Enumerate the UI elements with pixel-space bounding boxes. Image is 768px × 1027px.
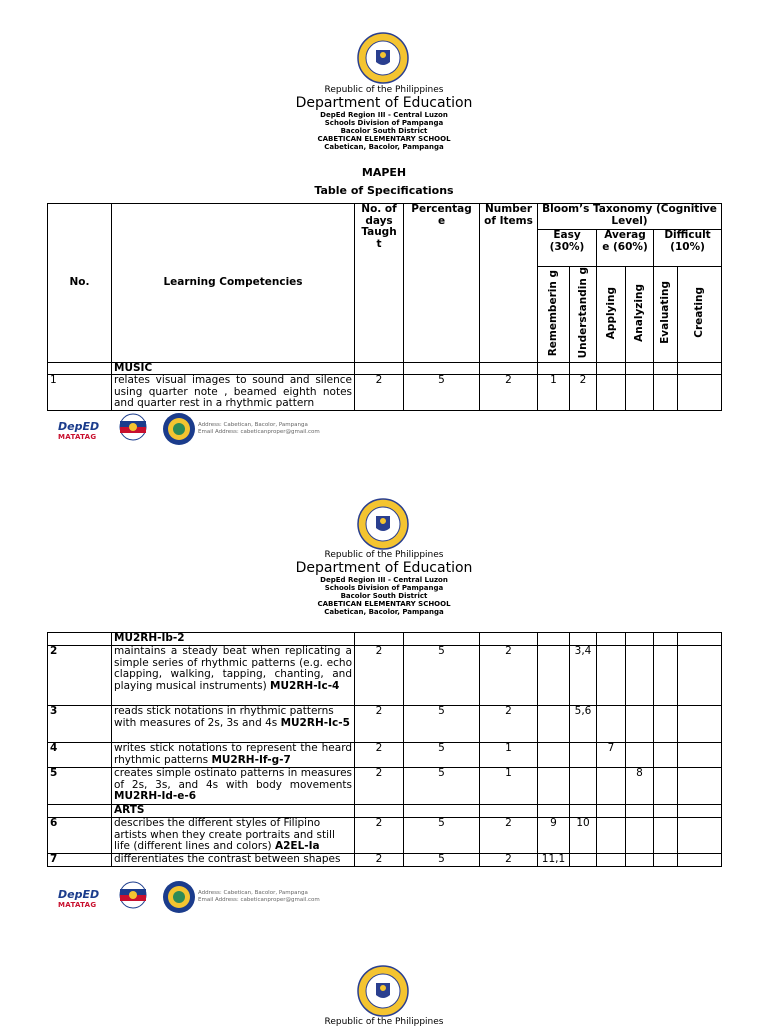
email-text: Email Address: cabeticanproper@gmail.com	[198, 429, 320, 435]
header-understanding: Understandin g	[576, 267, 589, 359]
matatag-text: MATATAG	[58, 433, 97, 441]
row-items: 1	[480, 743, 538, 768]
row-analyzing: 8	[626, 768, 654, 805]
code-row: MU2RH-Ib-2	[112, 633, 355, 646]
table-row	[48, 768, 722, 805]
page-footer	[58, 880, 358, 920]
row-days: 2	[355, 743, 404, 768]
row-remembering	[538, 743, 570, 768]
row-no: 2	[48, 646, 112, 706]
competency-text: maintains a steady beat when replicating a simple series of rhythmic patterns (e.g. echo clapping, walking, tapping, chanting, and playing musical instruments)	[114, 645, 352, 692]
row-no: 6	[48, 818, 112, 854]
table-row	[48, 375, 722, 411]
row-percentage: 5	[404, 818, 480, 854]
row-remembering: 1	[538, 375, 570, 411]
header-creating: Creating	[693, 287, 706, 339]
header-no: No.	[48, 204, 112, 363]
republic-text: Republic of the Philippines	[324, 1017, 444, 1027]
header-difficult: Difficult (10%)	[654, 230, 722, 267]
row-days: 2	[355, 818, 404, 854]
row-items: 2	[480, 375, 538, 411]
location-text: Cabetican, Bacolor, Pampanga	[324, 143, 444, 151]
row-understanding	[570, 768, 597, 805]
header-days: No. of days Taugh t	[355, 204, 404, 363]
address-text: Address: Cabetican, Bacolor, Pampanga	[198, 422, 308, 428]
school-seal-icon	[162, 412, 196, 446]
header-analyzing: Analyzing	[633, 283, 645, 342]
table-row	[48, 706, 722, 743]
row-percentage: 5	[404, 768, 480, 805]
row-analyzing	[626, 743, 654, 768]
letterhead	[0, 1017, 768, 1027]
republic-text: Republic of the Philippines	[324, 550, 444, 560]
row-remembering: 9	[538, 818, 570, 854]
school-seal-icon	[162, 880, 196, 914]
row-understanding: 3,4	[570, 646, 597, 706]
subject-title: MAPEH	[361, 166, 407, 179]
row-competency: relates visual images to sound and silence using quarter note , beamed eighth notes and quarter rest in a rhythmic pattern	[112, 375, 355, 411]
division-text: Schools Division of Pampanga	[324, 584, 444, 592]
deped-logo-text: DepED	[58, 888, 100, 901]
department-text: Department of Education	[295, 560, 473, 576]
row-percentage: 5	[404, 646, 480, 706]
district-text: Bacolor South District	[340, 592, 428, 600]
row-understanding	[570, 854, 597, 867]
row-percentage: 5	[404, 706, 480, 743]
row-competency	[112, 818, 355, 854]
table-row	[48, 646, 722, 706]
row-competency	[112, 706, 355, 743]
competency-text: creates simple ostinato patterns in measures of 2s, 3s, and 4s with body movements	[114, 767, 352, 791]
doc-title: Table of Specifications	[314, 184, 454, 197]
header-applying: Applying	[604, 286, 617, 339]
deped-seal-icon	[357, 32, 409, 84]
school-text: CABETICAN ELEMENTARY SCHOOL	[317, 135, 451, 143]
republic-text: Republic of the Philippines	[324, 85, 444, 95]
district-text: Bacolor South District	[340, 127, 428, 135]
row-understanding	[570, 743, 597, 768]
location-text: Cabetican, Bacolor, Pampanga	[324, 608, 444, 616]
division-text: Schools Division of Pampanga	[324, 119, 444, 127]
row-no: 4	[48, 743, 112, 768]
row-applying: 7	[597, 743, 626, 768]
matatag-text: MATATAG	[58, 901, 97, 909]
competency-text: writes stick notations to represent the heard rhythmic patterns	[114, 742, 352, 766]
row-remembering	[538, 646, 570, 706]
header-easy: Easy (30%)	[538, 230, 597, 267]
table-row	[48, 854, 722, 867]
row-no: 5	[48, 768, 112, 805]
region-text: DepEd Region III - Central Luzon	[320, 111, 448, 119]
row-analyzing	[626, 646, 654, 706]
row-understanding: 10	[570, 818, 597, 854]
deped-seal-icon	[357, 498, 409, 550]
row-no: 7	[48, 854, 112, 867]
row-remembering: 11,1	[538, 854, 570, 867]
row-items: 2	[480, 854, 538, 867]
row-percentage: 5	[404, 854, 480, 867]
letterhead	[0, 550, 768, 616]
competency-code: MU2RH-Id-e-6	[114, 790, 197, 802]
row-days: 2	[355, 646, 404, 706]
row-competency	[112, 646, 355, 706]
row-no: 1	[48, 375, 112, 411]
competency-code: A2EL-Ia	[274, 840, 320, 852]
competency-text: describes the different styles of Filipino artists when they create portraits and still life (different lines and colors)	[114, 817, 335, 852]
row-items: 2	[480, 818, 538, 854]
competency-text: differentiates the contrast between shapes	[114, 853, 341, 865]
row-remembering	[538, 768, 570, 805]
row-days: 2	[355, 375, 404, 411]
competency-code: MU2RH-Ic-5	[280, 716, 350, 729]
section-arts: ARTS	[112, 805, 355, 818]
row-applying	[597, 768, 626, 805]
row-understanding: 2	[570, 375, 597, 411]
deped-logo-text: DepED	[58, 420, 100, 433]
competency-text: reads stick notations in rhythmic patterns with measures of 2s, 3s and 4s	[114, 705, 334, 729]
row-percentage: 5	[404, 375, 480, 411]
header-blooms: Bloom’s Taxonomy (Cognitive Level)	[538, 204, 722, 230]
row-days: 2	[355, 854, 404, 867]
header-average: Averag e (60%)	[597, 230, 654, 267]
row-understanding: 5,6	[570, 706, 597, 743]
row-competency	[112, 768, 355, 805]
footer-address	[198, 422, 320, 436]
footer-address	[198, 890, 320, 904]
row-applying	[597, 706, 626, 743]
header-remembering: Rememberin g	[547, 269, 559, 356]
region-text: DepEd Region III - Central Luzon	[320, 576, 448, 584]
header-items: Number of Items	[480, 204, 538, 363]
header-evaluating: Evaluating	[659, 281, 671, 345]
deped-matatag-logo	[58, 888, 104, 909]
header-percentage: Percentag e	[404, 204, 480, 363]
row-percentage: 5	[404, 743, 480, 768]
deped-matatag-logo	[58, 420, 104, 441]
row-days: 2	[355, 768, 404, 805]
row-competency	[112, 854, 355, 867]
competency-code: MU2RH-If-g-7	[211, 753, 291, 766]
row-no: 3	[48, 706, 112, 743]
row-analyzing	[626, 706, 654, 743]
header-competencies: Learning Competencies	[112, 204, 355, 363]
bagong-pilipinas-logo-icon	[116, 412, 150, 446]
row-items: 2	[480, 646, 538, 706]
address-text: Address: Cabetican, Bacolor, Pampanga	[198, 890, 308, 896]
letterhead	[0, 85, 768, 151]
competency-code: MU2RH-Ic-4	[270, 679, 340, 692]
table-row	[48, 743, 722, 768]
tos-table-page2	[47, 632, 722, 867]
row-items: 1	[480, 768, 538, 805]
row-applying	[597, 646, 626, 706]
table-row	[48, 818, 722, 854]
bagong-pilipinas-logo-icon	[116, 880, 150, 914]
row-items: 2	[480, 706, 538, 743]
email-text: Email Address: cabeticanproper@gmail.com	[198, 897, 320, 903]
section-music: MUSIC	[112, 362, 355, 375]
school-text: CABETICAN ELEMENTARY SCHOOL	[317, 600, 451, 608]
page-footer	[58, 412, 358, 452]
row-competency	[112, 743, 355, 768]
row-days: 2	[355, 706, 404, 743]
deped-seal-icon	[357, 965, 409, 1017]
department-text: Department of Education	[295, 95, 473, 111]
tos-table-page1	[47, 203, 722, 411]
row-remembering	[538, 706, 570, 743]
